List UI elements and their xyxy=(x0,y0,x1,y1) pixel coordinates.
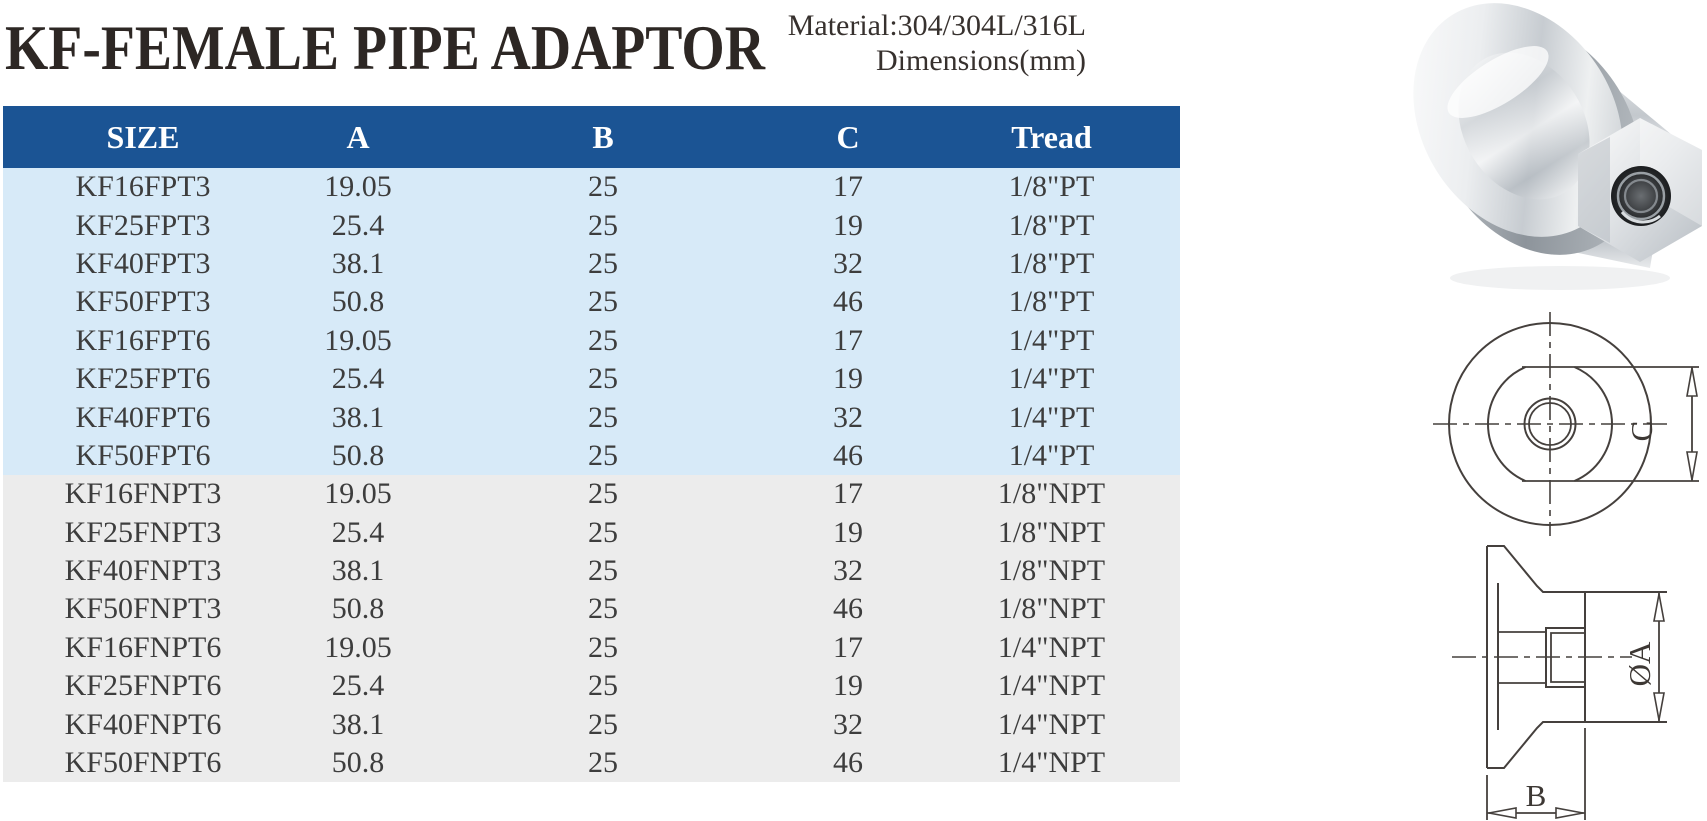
table-row xyxy=(3,667,1180,705)
cell-b: 25 xyxy=(588,746,618,780)
cell-b: 25 xyxy=(588,438,618,472)
cell-tread: 1/4"NPT xyxy=(997,746,1106,780)
cell-tread: 1/4"NPT xyxy=(997,707,1106,741)
cell-tread: 1/4"PT xyxy=(1008,362,1095,396)
cell-a: 38.1 xyxy=(331,246,385,280)
cell-size: KF50FNPT6 xyxy=(64,746,222,780)
cell-a: 38.1 xyxy=(331,707,385,741)
cell-tread: 1/4"PT xyxy=(1008,438,1095,472)
material-info xyxy=(620,8,1086,78)
col-header-size: SIZE xyxy=(3,106,283,168)
cell-a: 25.4 xyxy=(331,208,385,242)
cell-b: 25 xyxy=(588,362,618,396)
cell-tread: 1/4"NPT xyxy=(997,669,1106,703)
table-row xyxy=(3,322,1180,360)
cell-a: 50.8 xyxy=(331,746,385,780)
cell-size: KF25FNPT3 xyxy=(64,515,222,549)
cell-tread: 1/4"PT xyxy=(1008,400,1095,434)
cell-c: 17 xyxy=(833,323,863,357)
spec-table-header-row xyxy=(3,106,1180,168)
page-title: KF-FEMALE PIPE ADAPTOR xyxy=(5,12,765,83)
table-row xyxy=(3,552,1180,590)
cell-b: 25 xyxy=(588,630,618,664)
table-row xyxy=(3,475,1180,513)
cell-a: 25.4 xyxy=(331,362,385,396)
table-row xyxy=(3,398,1180,436)
cell-c: 19 xyxy=(833,208,863,242)
spec-table xyxy=(3,106,1180,782)
cell-size: KF40FNPT3 xyxy=(64,554,222,588)
cell-c: 46 xyxy=(833,438,863,472)
cell-b: 25 xyxy=(588,477,618,511)
cell-a: 38.1 xyxy=(331,400,385,434)
cell-c: 32 xyxy=(833,400,863,434)
cell-a: 50.8 xyxy=(331,438,385,472)
cell-a: 50.8 xyxy=(331,592,385,626)
dimensions-line: Dimensions(mm) xyxy=(876,44,1086,78)
cell-size: KF40FNPT6 xyxy=(64,707,222,741)
cell-c: 32 xyxy=(833,246,863,280)
cell-b: 25 xyxy=(588,669,618,703)
dim-label-diameter-a: ØA xyxy=(1622,641,1657,687)
cell-b: 25 xyxy=(588,246,618,280)
spec-table-body xyxy=(3,168,1180,782)
cell-size: KF16FPT3 xyxy=(75,170,211,204)
cell-c: 19 xyxy=(833,362,863,396)
front-view-drawing xyxy=(1433,312,1699,536)
table-row xyxy=(3,514,1180,552)
cell-a: 50.8 xyxy=(331,285,385,319)
cell-c: 17 xyxy=(833,477,863,511)
cell-c: 46 xyxy=(833,285,863,319)
cell-b: 25 xyxy=(588,285,618,319)
cell-c: 46 xyxy=(833,746,863,780)
cell-a: 19.05 xyxy=(324,630,392,664)
cell-size: KF50FNPT3 xyxy=(64,592,222,626)
cell-tread: 1/8"PT xyxy=(1008,285,1095,319)
table-row xyxy=(3,590,1180,628)
cell-tread: 1/8"PT xyxy=(1008,246,1095,280)
cell-size: KF25FPT6 xyxy=(75,362,211,396)
cell-size: KF16FNPT3 xyxy=(64,477,222,511)
cell-tread: 1/8"NPT xyxy=(997,477,1106,511)
col-header-b: B xyxy=(433,106,773,168)
cell-size: KF50FPT6 xyxy=(75,438,211,472)
side-view-drawing xyxy=(1452,546,1667,820)
cell-b: 25 xyxy=(588,707,618,741)
table-row xyxy=(3,629,1180,667)
table-row xyxy=(3,206,1180,244)
table-row xyxy=(3,705,1180,743)
cell-c: 19 xyxy=(833,669,863,703)
cell-a: 19.05 xyxy=(324,170,392,204)
cell-tread: 1/8"NPT xyxy=(997,554,1106,588)
table-row xyxy=(3,283,1180,321)
material-line: Material:304/304L/316L xyxy=(787,9,1086,42)
cell-c: 17 xyxy=(833,630,863,664)
cell-b: 25 xyxy=(588,208,618,242)
cell-tread: 1/8"NPT xyxy=(997,515,1106,549)
cell-a: 19.05 xyxy=(324,323,392,357)
cell-b: 25 xyxy=(588,323,618,357)
cell-b: 25 xyxy=(588,400,618,434)
cell-a: 38.1 xyxy=(331,554,385,588)
dim-label-c: C xyxy=(1624,420,1659,442)
cell-size: KF50FPT3 xyxy=(75,285,211,319)
cell-b: 25 xyxy=(588,515,618,549)
cell-c: 32 xyxy=(833,554,863,588)
cell-b: 25 xyxy=(588,554,618,588)
table-row xyxy=(3,168,1180,206)
cell-tread: 1/8"PT xyxy=(1008,208,1095,242)
dim-label-b: B xyxy=(1525,778,1547,813)
cell-c: 19 xyxy=(833,515,863,549)
table-row xyxy=(3,437,1180,475)
cell-size: KF16FNPT6 xyxy=(64,630,222,664)
product-photo xyxy=(1380,0,1702,294)
threaded-hole xyxy=(1611,166,1671,226)
cell-size: KF16FPT6 xyxy=(75,323,211,357)
cell-size: KF25FNPT6 xyxy=(64,669,222,703)
col-header-a: A xyxy=(283,106,433,168)
cell-tread: 1/8"NPT xyxy=(997,592,1106,626)
table-row xyxy=(3,245,1180,283)
cell-b: 25 xyxy=(588,170,618,204)
graphics-panel xyxy=(1380,0,1707,821)
cell-a: 19.05 xyxy=(324,477,392,511)
cell-size: KF40FPT3 xyxy=(75,246,211,280)
cell-tread: 1/8"PT xyxy=(1008,170,1095,204)
table-row xyxy=(3,744,1180,782)
cell-size: KF40FPT6 xyxy=(75,400,211,434)
cell-size: KF25FPT3 xyxy=(75,208,211,242)
cell-c: 17 xyxy=(833,170,863,204)
cell-a: 25.4 xyxy=(331,669,385,703)
cell-c: 46 xyxy=(833,592,863,626)
cell-tread: 1/4"NPT xyxy=(997,630,1106,664)
cell-b: 25 xyxy=(588,592,618,626)
col-header-c: C xyxy=(773,106,923,168)
cell-c: 32 xyxy=(833,707,863,741)
cell-tread: 1/4"PT xyxy=(1008,323,1095,357)
cell-a: 25.4 xyxy=(331,515,385,549)
table-row xyxy=(3,360,1180,398)
col-header-tread: Tread xyxy=(923,106,1180,168)
